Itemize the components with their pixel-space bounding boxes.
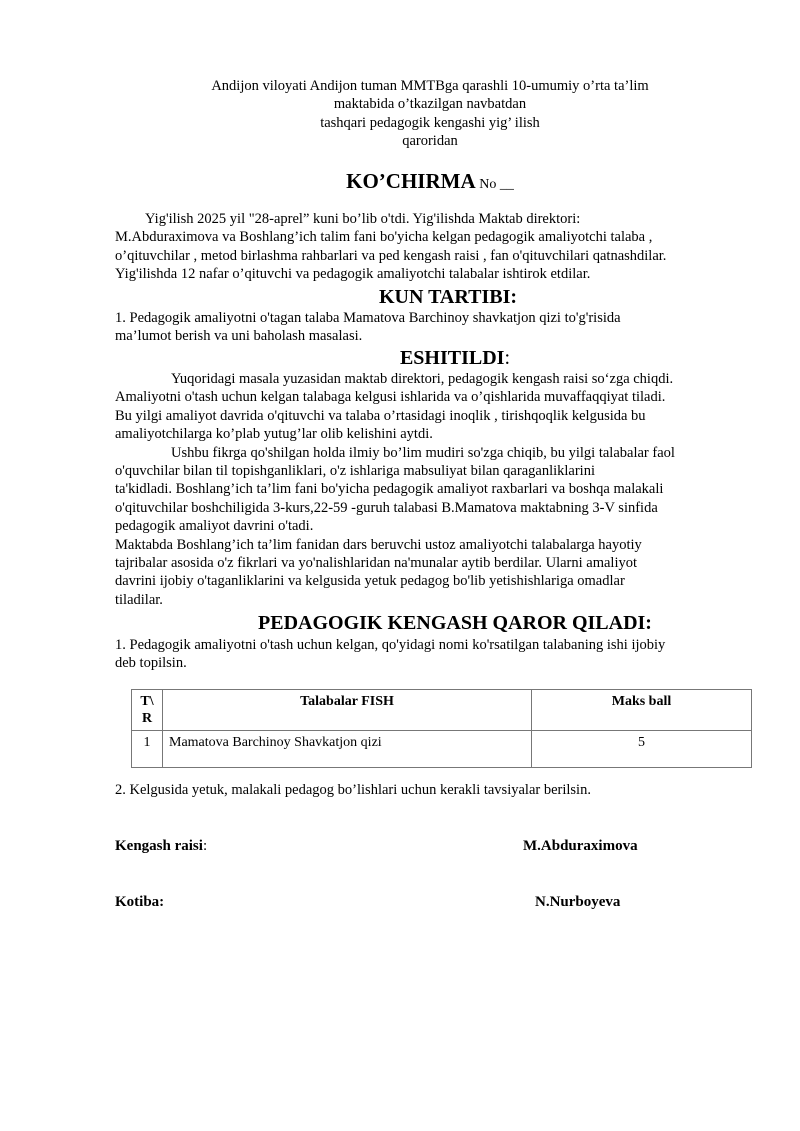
decision-item-2: 2. Kelgusida yetuk, malakali pedagog bo’lishlari uchun kerakli tavsiyalar berilsin. <box>115 782 591 798</box>
agenda-line: 1. Pedagogik amaliyotni o'tagan talaba Mamatova Barchinoy shavkatjon qizi to'g'risida <box>115 310 621 326</box>
cell-number: 1 <box>132 731 163 768</box>
heard-line: tiladilar. <box>115 591 163 608</box>
heard-line: Yuqoridagi masala yuzasidan maktab direktori, pedagogik kengash raisi so‘zga chiqdi. <box>171 371 674 387</box>
heard-line: o'qituvchilar boshchiligida 3-kurs,22-59 -guruh talabasi B.Mamatova maktabning 3-V sinfida <box>115 499 658 516</box>
chair-name: M.Abduraximova <box>523 838 638 854</box>
column-header-number <box>132 690 163 731</box>
document-header <box>150 77 710 151</box>
heard-line: o'quvchilar bilan til topishganliklari, o'z ishlariga mabsuliyat bilan qaraganliklarini <box>115 463 595 480</box>
chair-label-colon: : <box>202 838 208 854</box>
document-title <box>250 168 610 198</box>
intro-line: Yig'ilish 2025 yil "28-aprel” kuni bo’lib o'tdi. Yig'ilishda Maktab direktori: <box>145 211 581 227</box>
heard-line: Maktabda Boshlang’ich ta’lim fanidan dars beruvchi ustoz amaliyotchi talabalarga hayotiy <box>115 536 642 553</box>
title-number: No __ <box>479 177 514 192</box>
chair-label-text: Kengash raisi <box>115 838 203 854</box>
header-line: qaroridan <box>402 133 458 150</box>
header-line: maktabida o’tkazilgan navbatdan <box>333 96 527 113</box>
column-header-number-line: T\ <box>140 694 154 709</box>
table-row <box>132 731 752 768</box>
decision-heading: PEDAGOGIK KENGASH QAROR QILADI: <box>258 612 652 634</box>
column-header-name: Talabalar FISH <box>163 690 532 731</box>
decision-line: 1. Pedagogik amaliyotni o'tash uchun kelgan, qo'yidagi nomi ko'rsatilgan talabaning ishi ijobiy <box>115 637 666 653</box>
title-main: KO’CHIRMA <box>346 169 476 193</box>
cell-score: 5 <box>532 731 752 768</box>
heard-line: amaliyotchilarga ko’plab yutug’lar olib kelishini aytdi. <box>115 426 433 443</box>
intro-line: M.Abduraximova va Boshlang’ich talim fani bo'yicha kelgan pedagogik amaliyotchi talaba , <box>115 229 653 246</box>
heard-heading-colon: : <box>504 347 511 369</box>
heard-text <box>115 370 675 609</box>
header-line: Andijon viloyati Andijon tuman MMTBga qarashli 10-umumiy o’rta ta’lim <box>211 78 649 94</box>
column-header-score: Maks ball <box>532 690 752 731</box>
decision-item-1 <box>115 636 665 673</box>
decision-line: deb topilsin. <box>115 655 187 672</box>
agenda-line: ma’lumot berish va uni baholash masalasi. <box>115 328 363 345</box>
heard-line: davrini ijobiy o'taganliklarini va kelgusida yetuk pedagog bo'lib yetishishlariga omadlar <box>115 573 625 590</box>
heard-line: Ushbu fikrga qo'shilgan holda ilmiy bo’lim mudiri so'zga chiqib, bu yilgi talabalar faol <box>171 444 675 461</box>
heard-line: ta'kidladi. Boshlang’ich ta’lim fani bo'yicha pedagogik amaliyot raxbarlari va boshqa malakali <box>115 481 664 498</box>
heard-line: Amaliyotni o'tash uchun kelgan talabaga kelgusi ishlarida va o’qishlarida muvaffaqqiyat tiladi. <box>115 389 666 406</box>
heard-line: Bu yilgi amaliyot davrida o'qituvchi va talaba o’rtasidagi inoqlik , tirishqoqlik kelgusida bu <box>115 407 646 424</box>
heard-heading-text: ESHITILDI <box>399 347 505 369</box>
heard-line: pedagogik amaliyot davrini o'tadi. <box>115 518 314 535</box>
header-line: tashqari pedagogik kengashi yig’ ilish <box>320 114 540 131</box>
column-header-number-line: R <box>141 711 153 726</box>
secretary-label: Kotiba: <box>115 894 165 910</box>
intro-paragraph <box>115 210 666 284</box>
intro-line: Yig'ilishda 12 nafar o’qituvchi va pedagogik amaliyotchi talabalar ishtirok etdilar. <box>115 266 591 283</box>
heard-heading <box>0 346 800 370</box>
heard-line: tajribalar asosida o'z fikrlari va yo'nalishlaridan na'munalar aytib berdilar. Ularni amaliyot <box>115 555 637 572</box>
secretary-name: N.Nurboyeva <box>535 894 621 910</box>
agenda-text <box>115 309 621 346</box>
table-header-row <box>132 690 752 731</box>
intro-line: o’qituvchilar , metod birlashma rahbarlari va ped kengash raisi , fan o'qituvchilari qatnashdilar. <box>115 247 667 264</box>
chair-label <box>115 837 207 855</box>
results-table <box>131 689 752 768</box>
cell-name: Mamatova Barchinoy Shavkatjon qizi <box>163 731 532 768</box>
agenda-heading: KUN TARTIBI: <box>378 286 518 308</box>
